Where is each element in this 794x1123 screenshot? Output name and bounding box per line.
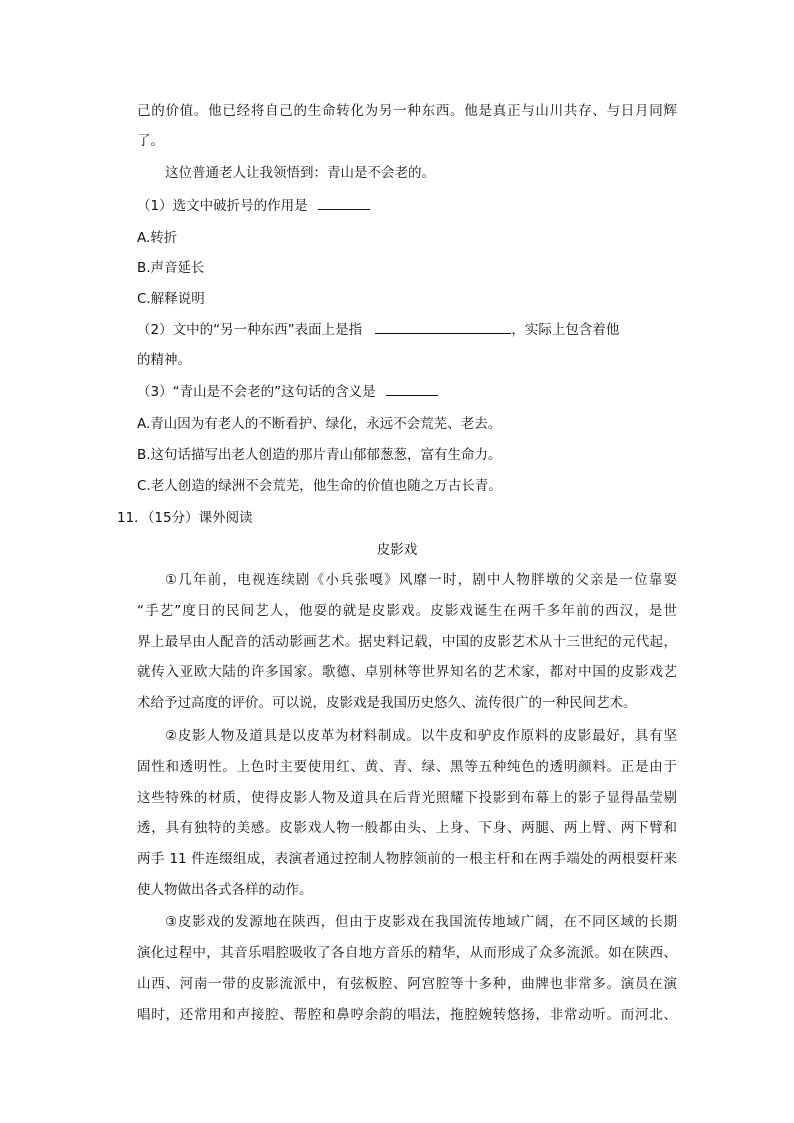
- para-2-line: 使人物做出各式各样的动作。: [137, 882, 313, 898]
- question-2-line-2: 的精神。: [137, 352, 191, 368]
- para-2-line: ②皮影人物及道具是以皮革为材料制成。以牛皮和驴皮作原料的皮影最好，具有坚: [165, 728, 677, 744]
- option-a: A.青山因为有老人的不断看护、绿化，永远不会荒芜、老去。: [137, 416, 502, 432]
- question-1: [137, 196, 677, 216]
- answer-blank[interactable]: [386, 382, 438, 396]
- passage-line: 这位普通老人让我领悟到：青山是不会老的。: [165, 165, 435, 181]
- question-2-text: （2）文中的“另一种东西”表面上是指: [137, 322, 363, 338]
- answer-blank[interactable]: [318, 196, 370, 210]
- para-1-line: 术给予过高度的评价。可以说，皮影戏是我国历史悠久、流传很广的一种民间艺术。: [137, 695, 637, 711]
- para-3-line: ③皮影戏的发源地在陕西，但由于皮影戏在我国流传地域广阔，在不同区域的长期: [165, 914, 677, 930]
- passage-line: 了。: [137, 133, 164, 149]
- question-11-header: 11．（15分）课外阅读: [117, 510, 253, 526]
- para-3-line: 演化过程中，其音乐唱腔吸收了各自地方音乐的精华，从而形成了众多流派。如在陕西、: [137, 945, 677, 961]
- option-b: B.声音延长: [137, 260, 205, 276]
- para-2-line: 透，具有独特的美感。皮影戏人物一般都由头、上身、下身、两腿、两上臂、两下臂和: [137, 820, 677, 836]
- passage-line: 己的价值。他已经将自己的生命转化为另一种东西。他是真正与山川共存、与日月同辉: [137, 103, 677, 119]
- para-1-line: “手艺”度日的民间艺人，他耍的就是皮影戏。皮影戏诞生在两千多年前的西汉，是世: [137, 603, 677, 619]
- article-title: 皮影戏: [376, 542, 418, 558]
- option-c: C.老人创造的绿洲不会荒芜，他生命的价值也随之万古长青。: [137, 478, 502, 494]
- para-1-line: 界上最早由人配音的活动影画艺术。据史料记载，中国的皮影艺术从十三世纪的元代起，: [137, 634, 677, 650]
- para-1-line: ①几年前，电视连续剧《小兵张嘎》风靡一时，剧中人物胖墩的父亲是一位靠耍: [165, 572, 677, 588]
- question-3-text: （3）“青山是不会老的”这句话的含义是: [137, 384, 376, 400]
- para-3-line: 山西、河南一带的皮影流派中，有弦板腔、阿宫腔等十多种，曲牌也非常多。演员在演: [137, 976, 677, 992]
- para-2-line: 这些特殊的材质，使得皮影人物及道具在后背光照耀下投影到布幕上的影子显得晶莹剔: [137, 790, 677, 806]
- option-b: B.这句话描写出老人创造的那片青山郁郁葱葱，富有生命力。: [137, 447, 502, 463]
- para-2-line: 固性和透明性。上色时主要使用红、黄、青、绿、黑等五种纯色的透明颜料。正是由于: [137, 759, 677, 775]
- option-a: A.转折: [137, 230, 178, 246]
- question-2-text-suffix: ，实际上包含着他: [511, 322, 620, 338]
- para-1-line: 就传入亚欧大陆的许多国家。歌德、卓别林等世界知名的艺术家，都对中国的皮影戏艺: [137, 664, 677, 680]
- question-1-text: （1）选文中破折号的作用是: [137, 198, 308, 214]
- question-3: [137, 382, 677, 402]
- answer-blank[interactable]: [375, 320, 511, 334]
- para-2-line: 两手 11 件连缀组成，表演者通过控制人物脖领前的一根主杆和在两手端处的两根耍杆来: [137, 851, 677, 867]
- para-3-line: 唱时，还常用和声接腔、帮腔和鼻哼余韵的唱法，拖腔婉转悠扬，非常动听。而河北、: [137, 1007, 677, 1023]
- question-2: [137, 320, 677, 340]
- option-c: C.解释说明: [137, 291, 205, 307]
